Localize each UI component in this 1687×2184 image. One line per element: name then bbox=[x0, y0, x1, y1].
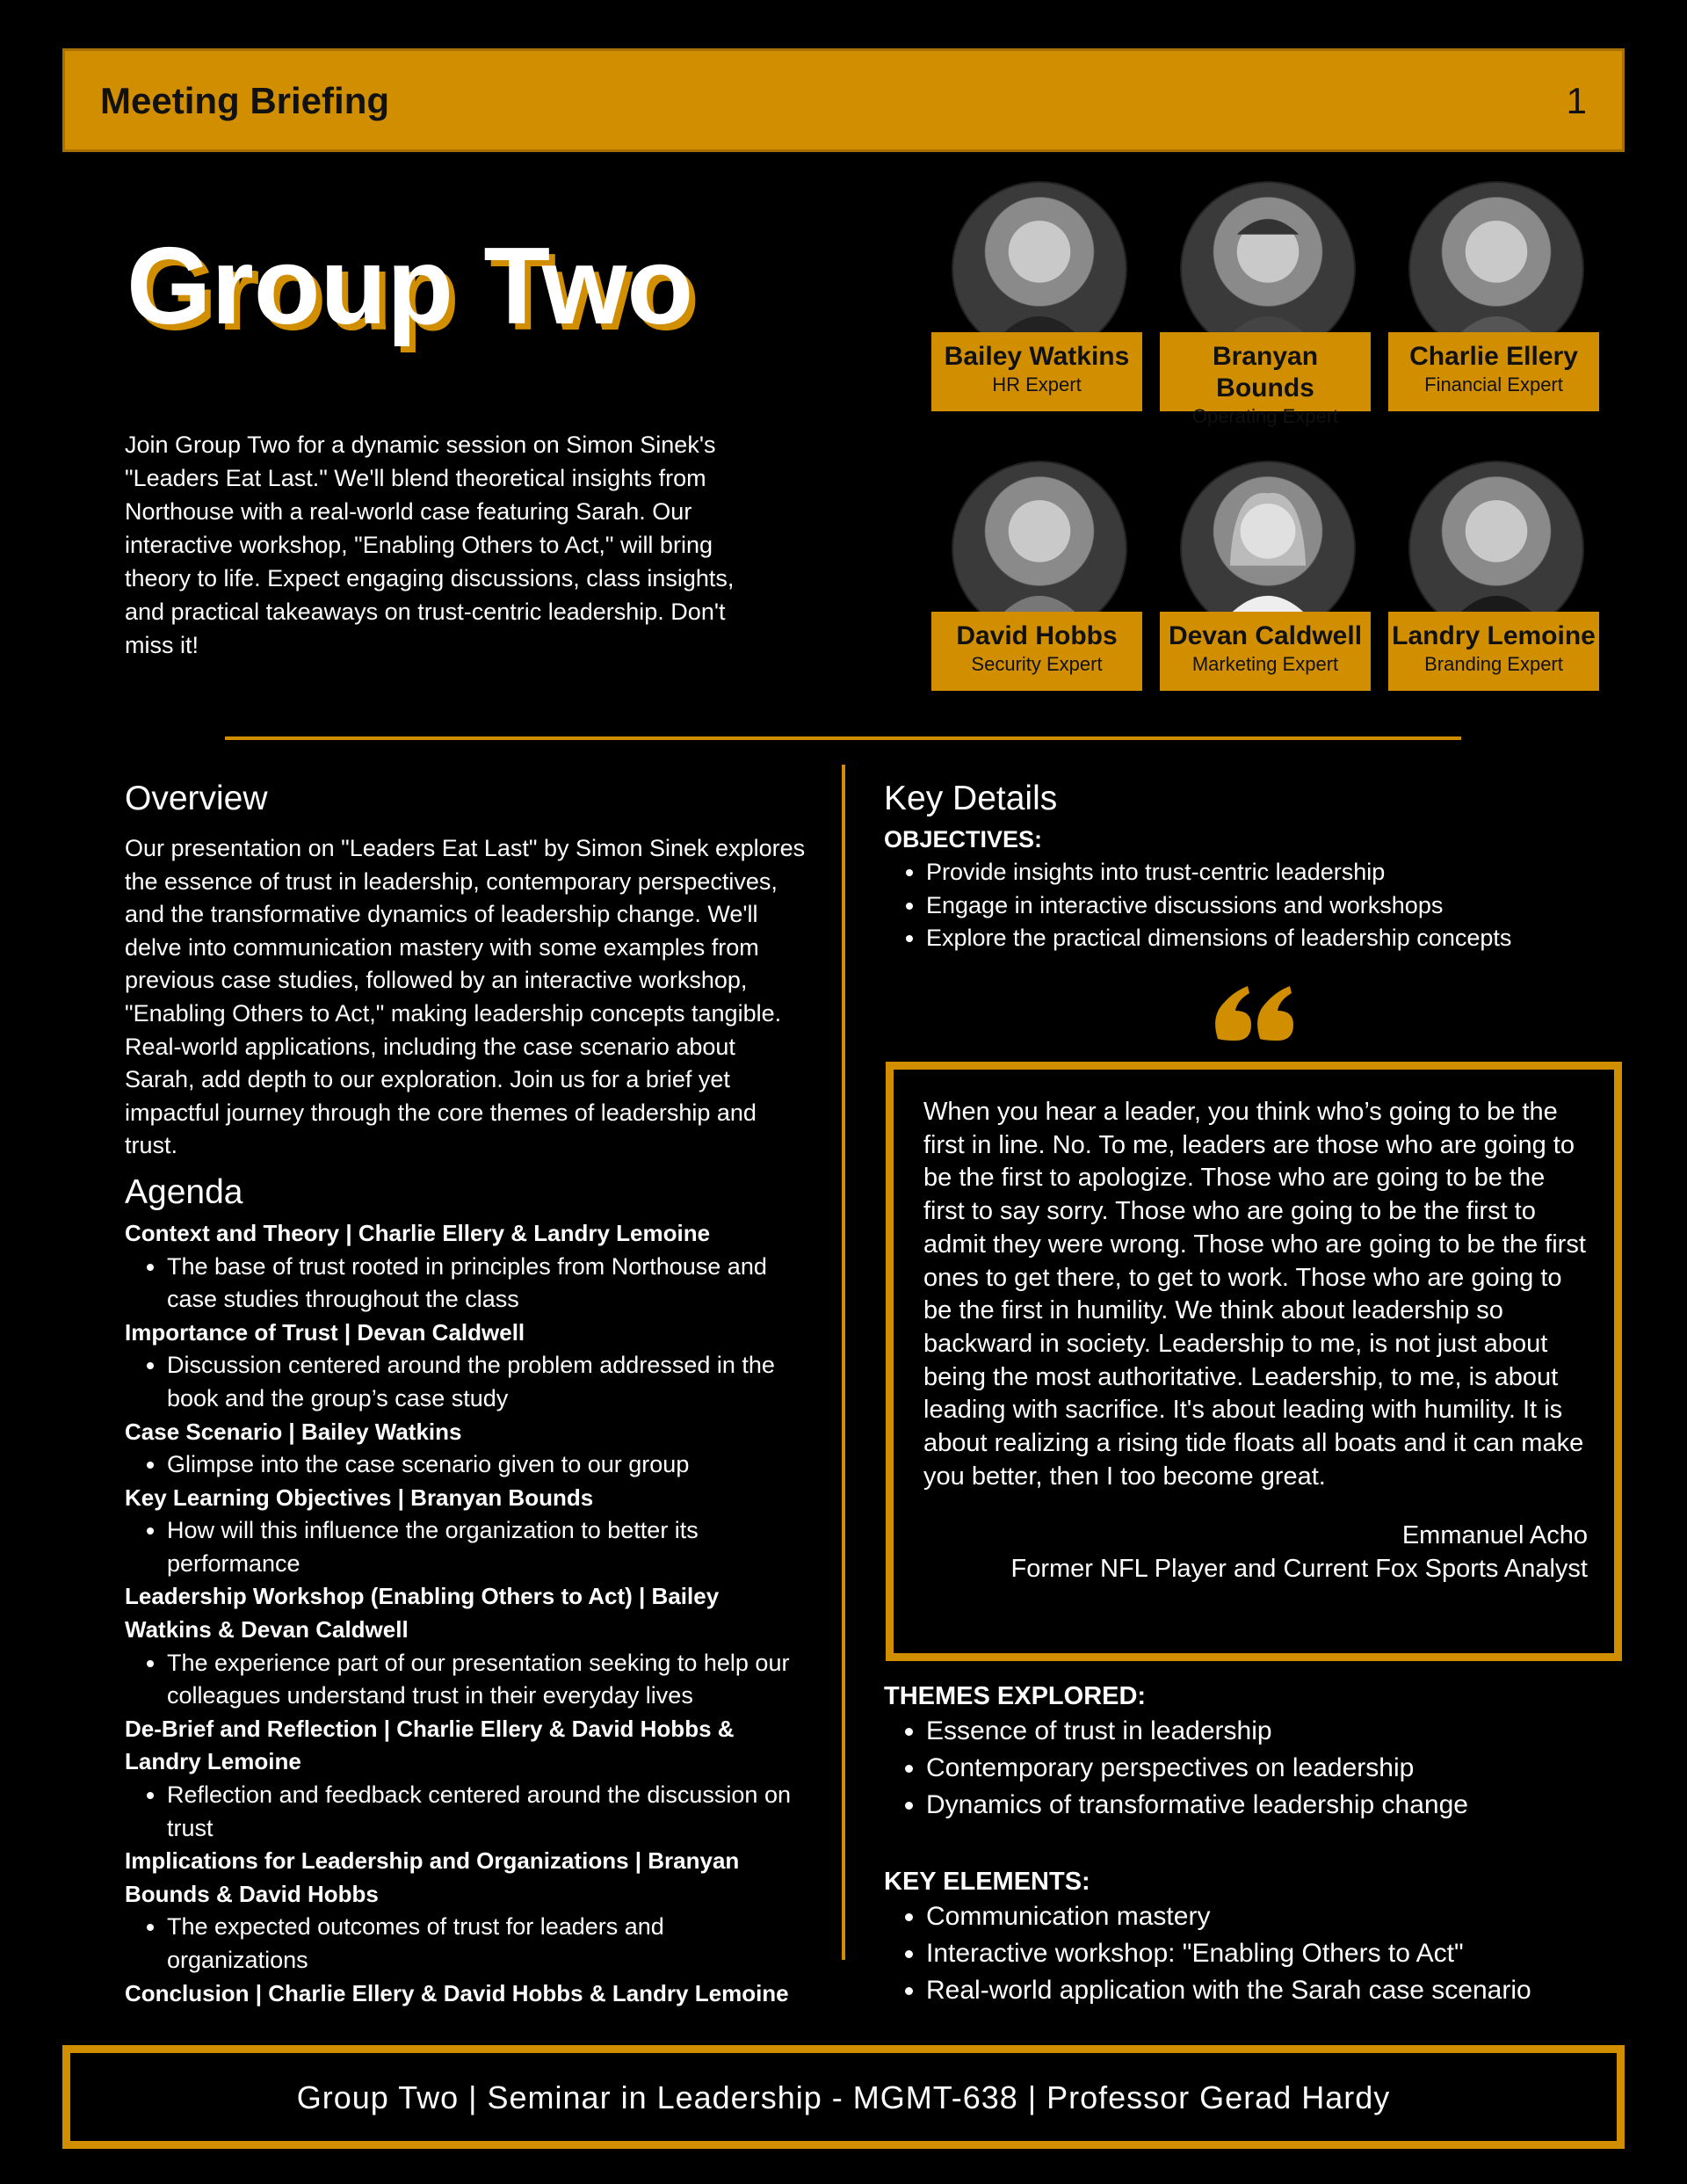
agenda-item-detail: • The experience part of our presentation seeking to help our colleagues understand trust in their everyday lives bbox=[167, 1647, 810, 1713]
header-title: Meeting Briefing bbox=[100, 80, 390, 121]
agenda-item bbox=[125, 1482, 810, 1581]
member-name-card bbox=[1160, 332, 1371, 427]
member-role: HR Expert bbox=[992, 374, 1082, 395]
theme-item: • Essence of trust in leadership bbox=[926, 1713, 1622, 1750]
member-role: Branding Expert bbox=[1424, 653, 1563, 675]
agenda-heading: Agenda bbox=[125, 1172, 243, 1211]
footer-text: Group Two | Seminar in Leadership - MGMT-638 | Professor Gerad Hardy bbox=[296, 2079, 1391, 2115]
quote-attribution bbox=[923, 1520, 1588, 1585]
theme-item: • Dynamics of transformative leadership change bbox=[926, 1787, 1622, 1824]
agenda-item bbox=[125, 1713, 810, 1845]
member-name: Branyan Bounds bbox=[1212, 342, 1319, 403]
member-card-david-hobbs bbox=[931, 461, 1142, 724]
agenda-item-title: Importance of Trust | Devan Caldwell bbox=[125, 1318, 525, 1346]
member-card-devan-caldwell bbox=[1160, 461, 1371, 724]
agenda-item-title: Context and Theory | Charlie Ellery & Landry Lemoine bbox=[125, 1219, 711, 1246]
member-name: Devan Caldwell bbox=[1168, 621, 1363, 650]
member-role: Operating Expert bbox=[1191, 405, 1339, 427]
key-element-item: • Interactive workshop: "Enabling Others to Act" bbox=[926, 1935, 1622, 1972]
agenda-item-detail: • The expected outcomes of trust for leaders and organizations bbox=[167, 1911, 810, 1977]
footer bbox=[62, 2045, 1625, 2149]
member-photo bbox=[1408, 461, 1584, 636]
intro-paragraph: Join Group Two for a dynamic session on Simon Sinek's "Leaders Eat Last." We'll blend theoretical insights from Northouse with a real-world case featuring Sarah. Our interactive workshop, "Enabling Others to Act," will bring theory to life. Expect engaging discussions, class insights, and practical takeaways on trust-centric leadership. Don't miss it! bbox=[125, 432, 735, 658]
agenda-item-title: De-Brief and Reflection | Charlie Ellery & David Hobbs & Landry Lemoine bbox=[125, 1715, 735, 1775]
agenda-item-title: Case Scenario | Bailey Watkins bbox=[125, 1418, 462, 1445]
agenda-item-title: Implications for Leadership and Organizations | Branyan Bounds & David Hobbs bbox=[125, 1847, 740, 1907]
agenda-item-title: Leadership Workshop (Enabling Others to Act) | Bailey Watkins & Devan Caldwell bbox=[125, 1583, 720, 1643]
agenda-item bbox=[125, 1845, 810, 1977]
page-number: 1 bbox=[1566, 80, 1587, 121]
right-column bbox=[884, 778, 1622, 955]
agenda-conclusion: Conclusion | Charlie Ellery & David Hobbs & Landry Lemoine bbox=[125, 1979, 789, 2006]
agenda-item-detail: • Reflection and feedback centered around the discussion on trust bbox=[167, 1779, 810, 1845]
agenda-item-title: Key Learning Objectives | Branyan Bounds bbox=[125, 1484, 594, 1511]
overview-text: Our presentation on "Leaders Eat Last" by Simon Sinek explores the essence of trust in leadership, contemporary perspectives, and the transformative dynamics of leadership change. We'll delve into communication mastery with some examples from previous case studies, followed by an interactive workshop, "Enabling Others to Act," making leadership concepts tangible. Real-world applications, including the case scenario about Sarah, add depth to our exploration. Join us for a brief yet impactful journey through the core themes of leadership and trust. bbox=[125, 835, 806, 1159]
quote-box bbox=[886, 1062, 1622, 1661]
member-role: Financial Expert bbox=[1424, 374, 1563, 395]
member-name-card bbox=[931, 332, 1142, 411]
agenda-item bbox=[125, 1217, 810, 1317]
key-element-item: • Communication mastery bbox=[926, 1898, 1622, 1935]
page-title: Group Two bbox=[127, 226, 694, 347]
agenda-item-detail: • Glimpse into the case scenario given to our group bbox=[167, 1448, 810, 1482]
member-card-branyan-bounds bbox=[1160, 181, 1371, 445]
member-card-bailey-watkins bbox=[931, 181, 1142, 445]
agenda-item bbox=[125, 1317, 810, 1416]
horizontal-divider bbox=[225, 736, 1461, 740]
member-name: Charlie Ellery bbox=[1409, 342, 1578, 371]
member-name-card bbox=[1160, 612, 1371, 691]
quote-author-title: Former NFL Player and Current Fox Sports Analyst bbox=[1010, 1555, 1588, 1584]
member-role: Security Expert bbox=[971, 653, 1103, 675]
key-element-item: • Real-world application with the Sarah case scenario bbox=[926, 1972, 1622, 2009]
member-name: Bailey Watkins bbox=[944, 342, 1130, 371]
member-card-landry-lemoine bbox=[1388, 461, 1599, 724]
agenda-item-detail: • The base of trust rooted in principles from Northouse and case studies throughout the class bbox=[167, 1251, 810, 1317]
quote-icon bbox=[1211, 977, 1299, 1048]
member-name: David Hobbs bbox=[956, 621, 1118, 650]
member-name: Landry Lemoine bbox=[1392, 621, 1596, 650]
quote-author: Emmanuel Acho bbox=[1401, 1521, 1588, 1550]
agenda-item-detail: • Discussion centered around the problem addressed in the book and the group’s case study bbox=[167, 1349, 810, 1415]
objective-item: • Provide insights into trust-centric leadership bbox=[926, 856, 1622, 889]
member-name-card bbox=[1388, 332, 1599, 411]
objective-item: • Explore the practical dimensions of leadership concepts bbox=[926, 922, 1622, 955]
left-column bbox=[125, 778, 810, 2010]
member-name-card bbox=[931, 612, 1142, 691]
member-photo bbox=[1408, 181, 1584, 357]
agenda-item bbox=[125, 1580, 810, 1712]
vertical-divider bbox=[842, 765, 845, 1960]
themes-label: THEMES EXPLORED: bbox=[884, 1682, 1147, 1710]
key-elements-section bbox=[884, 1866, 1622, 2009]
objective-item: • Engage in interactive discussions and workshops bbox=[926, 889, 1622, 923]
objectives-label: OBJECTIVES: bbox=[884, 826, 1043, 853]
header-bar bbox=[62, 48, 1625, 152]
member-card-charlie-ellery bbox=[1388, 181, 1599, 445]
member-photo bbox=[1180, 181, 1356, 357]
key-details-heading: Key Details bbox=[884, 780, 1058, 817]
quote-text: When you hear a leader, you think who’s going to be the first in line. No. To me, leaders are those who are going to be the first to apologize. Those who are going to be the first to say sorry. Those who are going to be the first to admit they were wrong. Those who are going to be the first ones to get there, to get to work. Those who are going to be the first in humility. We think about leadership so backward in society. Leadership to me, is not just about being the most authoritative. Leadership, to me, is about leading with sacrifice. It's about leading with humility. It is about realizing a rising tide floats all boats and it can make you better, then I too become great. bbox=[923, 1098, 1586, 1491]
theme-item: • Contemporary perspectives on leadership bbox=[926, 1750, 1622, 1787]
agenda-item bbox=[125, 1416, 810, 1482]
member-photo bbox=[1180, 461, 1356, 636]
member-photo bbox=[952, 461, 1127, 636]
overview-heading: Overview bbox=[125, 780, 268, 817]
agenda-item-detail: • How will this influence the organization to better its performance bbox=[167, 1514, 810, 1580]
themes-section bbox=[884, 1680, 1622, 1824]
member-photo bbox=[952, 181, 1127, 357]
member-name-card bbox=[1388, 612, 1599, 691]
key-elements-label: KEY ELEMENTS: bbox=[884, 1868, 1090, 1896]
member-role: Marketing Expert bbox=[1191, 653, 1339, 675]
